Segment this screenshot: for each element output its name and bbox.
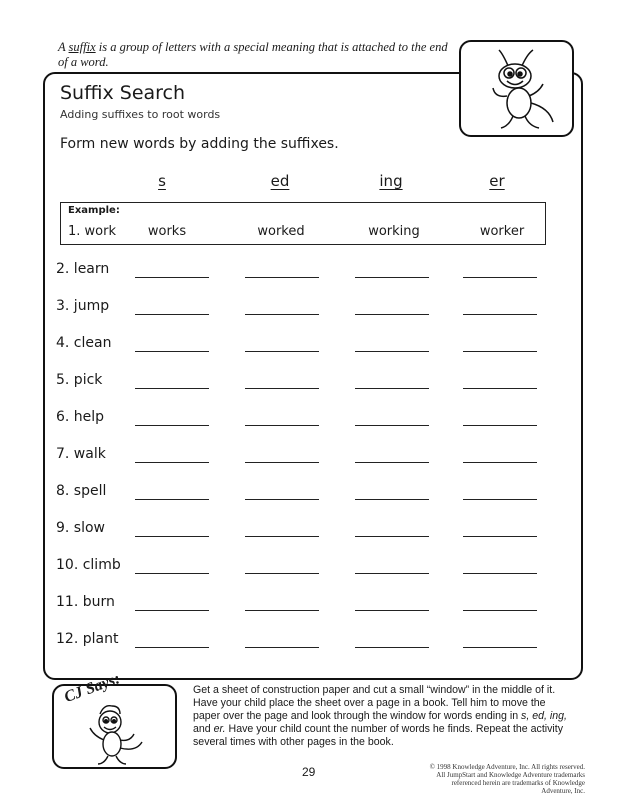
example-answer: worker <box>479 224 525 239</box>
answer-blank[interactable] <box>355 499 429 500</box>
root-word-label: 4. clean <box>56 335 112 351</box>
answer-blank[interactable] <box>245 314 319 315</box>
text-run: Get a sheet of construction paper and cut a small “window” in the middle of it. Have your child place the sheet over a page in a book. Tell him to move the paper over the page and look through the window for words ending in <box>193 684 556 722</box>
intro-definition: A suffix is a group of letters with a special meaning that is attached to the end of a word. <box>58 40 448 69</box>
root-word-label: 6. help <box>56 409 105 425</box>
answer-blank[interactable] <box>355 277 429 278</box>
answer-blank[interactable] <box>135 314 209 315</box>
answer-blank[interactable] <box>463 462 537 463</box>
answer-blank[interactable] <box>463 647 537 648</box>
answer-blank[interactable] <box>355 610 429 611</box>
instructions: Form new words by adding the suffixes. <box>60 136 339 152</box>
page-subtitle: Adding suffixes to root words <box>60 108 221 121</box>
suffix-header-ing: ing <box>379 172 403 190</box>
root-word-label: 12. plant <box>56 631 119 647</box>
mascot-box <box>459 40 574 137</box>
root-word-label: 9. slow <box>56 520 106 536</box>
root-word-label: 2. learn <box>56 261 110 277</box>
text-run: and <box>193 723 214 735</box>
answer-blank[interactable] <box>135 647 209 648</box>
answer-blank[interactable] <box>245 388 319 389</box>
cricket-mascot-icon <box>469 48 565 132</box>
answer-blank[interactable] <box>245 462 319 463</box>
suffix-emphasis: er. <box>213 723 226 735</box>
example-answer: working <box>368 224 420 239</box>
answer-blank[interactable] <box>463 314 537 315</box>
copyright-notice: © 1998 Knowledge Adventure, Inc. All rights reserved. All JumpStart and Knowledge Adventure trademarks referenced herein are trademarks of Knowledge Adventure, Inc. <box>429 763 585 795</box>
answer-blank[interactable] <box>135 425 209 426</box>
answer-blank[interactable] <box>245 425 319 426</box>
answer-blank[interactable] <box>135 462 209 463</box>
page-number: 29 <box>302 765 316 779</box>
text-run: Have your child count the number of words he finds. Repeat the activity several times with other pages in the book. <box>193 723 564 748</box>
answer-blank[interactable] <box>463 351 537 352</box>
answer-blank[interactable] <box>355 425 429 426</box>
answer-blank[interactable] <box>245 277 319 278</box>
answer-blank[interactable] <box>463 499 537 500</box>
page-title: Suffix Search <box>60 82 186 104</box>
answer-blank[interactable] <box>135 573 209 574</box>
answer-blank[interactable] <box>463 425 537 426</box>
answer-blank[interactable] <box>135 351 209 352</box>
suffix-header-s: s <box>158 172 166 190</box>
example-answer: works <box>147 224 187 239</box>
suffix-header-er: er <box>489 172 505 190</box>
example-label: Example: <box>68 205 120 216</box>
answer-blank[interactable] <box>355 351 429 352</box>
answer-blank[interactable] <box>463 536 537 537</box>
root-word-label: 5. pick <box>56 372 103 388</box>
answer-blank[interactable] <box>463 277 537 278</box>
suffix-header-ed: ed <box>270 172 290 190</box>
answer-blank[interactable] <box>463 610 537 611</box>
answer-blank[interactable] <box>245 610 319 611</box>
suffix-emphasis: s, ed, ing, <box>521 710 567 722</box>
answer-blank[interactable] <box>135 388 209 389</box>
answer-blank[interactable] <box>245 647 319 648</box>
root-word-label: 11. burn <box>56 594 115 610</box>
example-root-word: 1. work <box>68 224 116 239</box>
answer-blank[interactable] <box>245 536 319 537</box>
root-word-label: 3. jump <box>56 298 110 314</box>
root-word-label: 10. climb <box>56 557 121 573</box>
answer-blank[interactable] <box>245 351 319 352</box>
answer-blank[interactable] <box>135 536 209 537</box>
example-answer: worked <box>257 224 305 239</box>
root-word-label: 7. walk <box>56 446 106 462</box>
answer-blank[interactable] <box>355 647 429 648</box>
answer-blank[interactable] <box>135 277 209 278</box>
answer-blank[interactable] <box>355 462 429 463</box>
cj-says-heading: CJ Says: <box>62 670 123 706</box>
answer-blank[interactable] <box>135 610 209 611</box>
answer-blank[interactable] <box>135 499 209 500</box>
intro-term: suffix <box>68 40 96 54</box>
answer-blank[interactable] <box>463 573 537 574</box>
root-word-label: 8. spell <box>56 483 107 499</box>
answer-blank[interactable] <box>355 573 429 574</box>
answer-blank[interactable] <box>245 573 319 574</box>
answer-blank[interactable] <box>355 314 429 315</box>
parent-activity-text <box>193 684 573 749</box>
answer-blank[interactable] <box>463 388 537 389</box>
answer-blank[interactable] <box>245 499 319 500</box>
answer-blank[interactable] <box>355 388 429 389</box>
cj-character-icon <box>74 702 154 766</box>
answer-blank[interactable] <box>355 536 429 537</box>
